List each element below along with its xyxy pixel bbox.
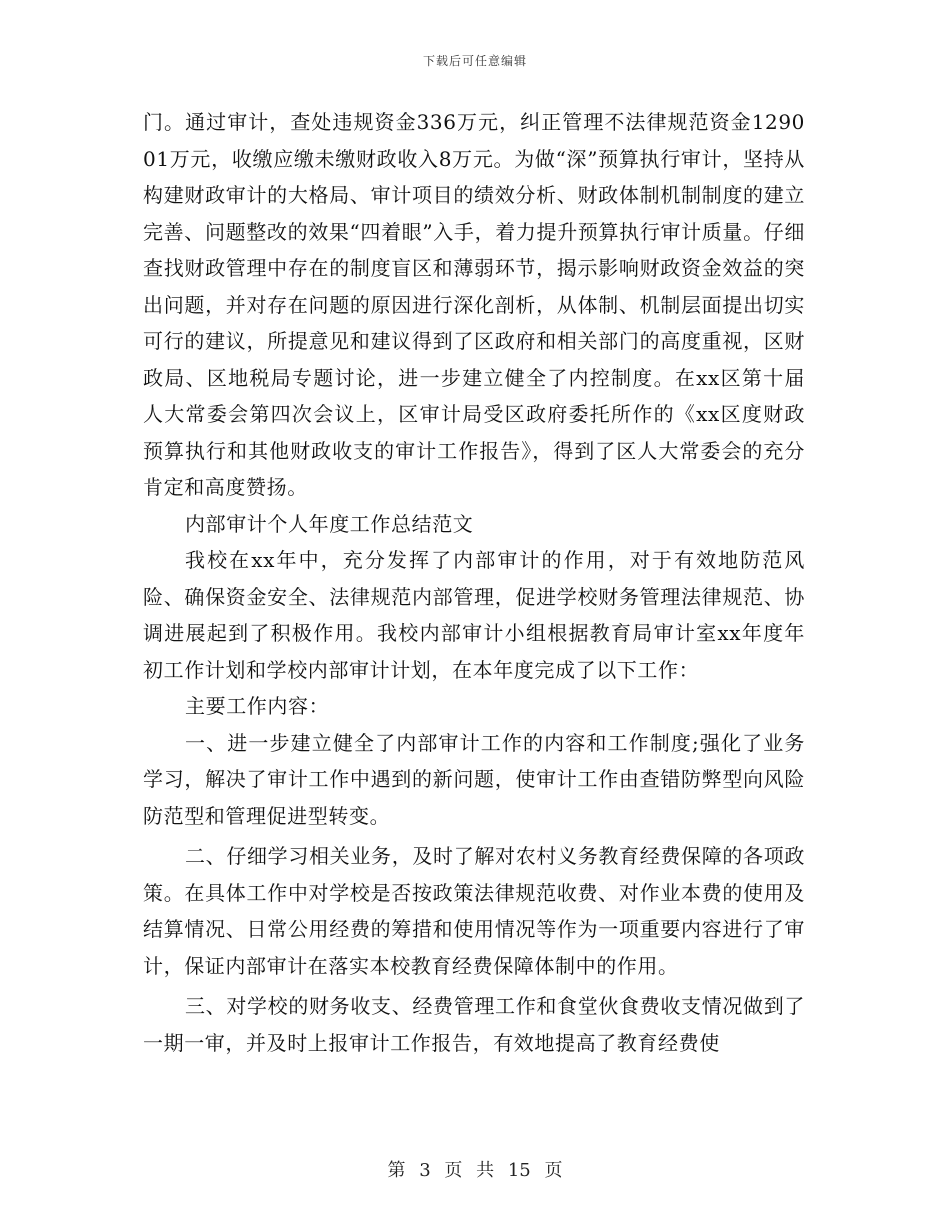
paragraph-main-content-heading: 主要工作内容： xyxy=(185,694,330,718)
paragraph-continuation: 门。通过审计，查处违规资金336万元，纠正管理不法律规范资金129001万元，收缴应缴未缴财政收入8万元。为做“深”预算执行审计，坚持从构建财政审计的大格局、审计项目的绩效分析、财政体制机制制度的建立完善、问题整改的效果“四着眼”入手，着力提升预算执行审计质量。仔细查找财政管理中存在的制度盲区和薄弱环节，揭示影响财政资金效益的突出问题，并对存在问题的原因进行深化剖析，从体制、机制层面提出切实可行的建议，所提意见和建议得到了区政府和相关部门的高度重视，区财政局、区地税局专题讨论，进一步建立健全了内控制度。在xx区第十届人大常委会第四次会议上，区审计局受区政府委托所作的《xx区度财政预算执行和其他财政收支的审计工作报告》，得到了区人大常委会的充分肯定和高度赞扬。 xyxy=(143,110,805,499)
paragraph-item-1: 一、进一步建立健全了内部审计工作的内容和工作制度;强化了业务学习，解决了审计工作中遇到的新问题，使审计工作由查错防弊型向风险防范型和管理促进型转变。 xyxy=(143,730,805,828)
section-title: 内部审计个人年度工作总结范文 xyxy=(185,511,474,536)
page-number-footer: 第 3 页 共 15 页 xyxy=(387,1160,563,1181)
document-body xyxy=(143,104,805,1061)
paragraph-item-2: 二、仔细学习相关业务，及时了解对农村义务教育经费保障的各项政策。在具体工作中对学校是否按政策法律规范收费、对作业本费的使用及结算情况、日常公用经费的筹措和使用情况等作为一项重要内容进行了审计，保证内部审计在落实本校教育经费保障体制中的作用。 xyxy=(143,844,805,978)
paragraph-intro: 我校在xx年中，充分发挥了内部审计的作用，对于有效地防范风险、确保资金安全、法律规范内部管理，促进学校财务管理法律规范、协调进展起到了积极作用。我校内部审计小组根据教育局审计室xx年度年初工作计划和学校内部审计计划，在本年度完成了以下工作： xyxy=(143,548,805,682)
page-header: 下载后可任意编辑 xyxy=(422,54,527,68)
paragraph-item-3: 三、对学校的财务收支、经费管理工作和食堂伙食费收支情况做到了一期一审，并及时上报审计工作报告，有效地提高了教育经费使 xyxy=(143,994,805,1055)
